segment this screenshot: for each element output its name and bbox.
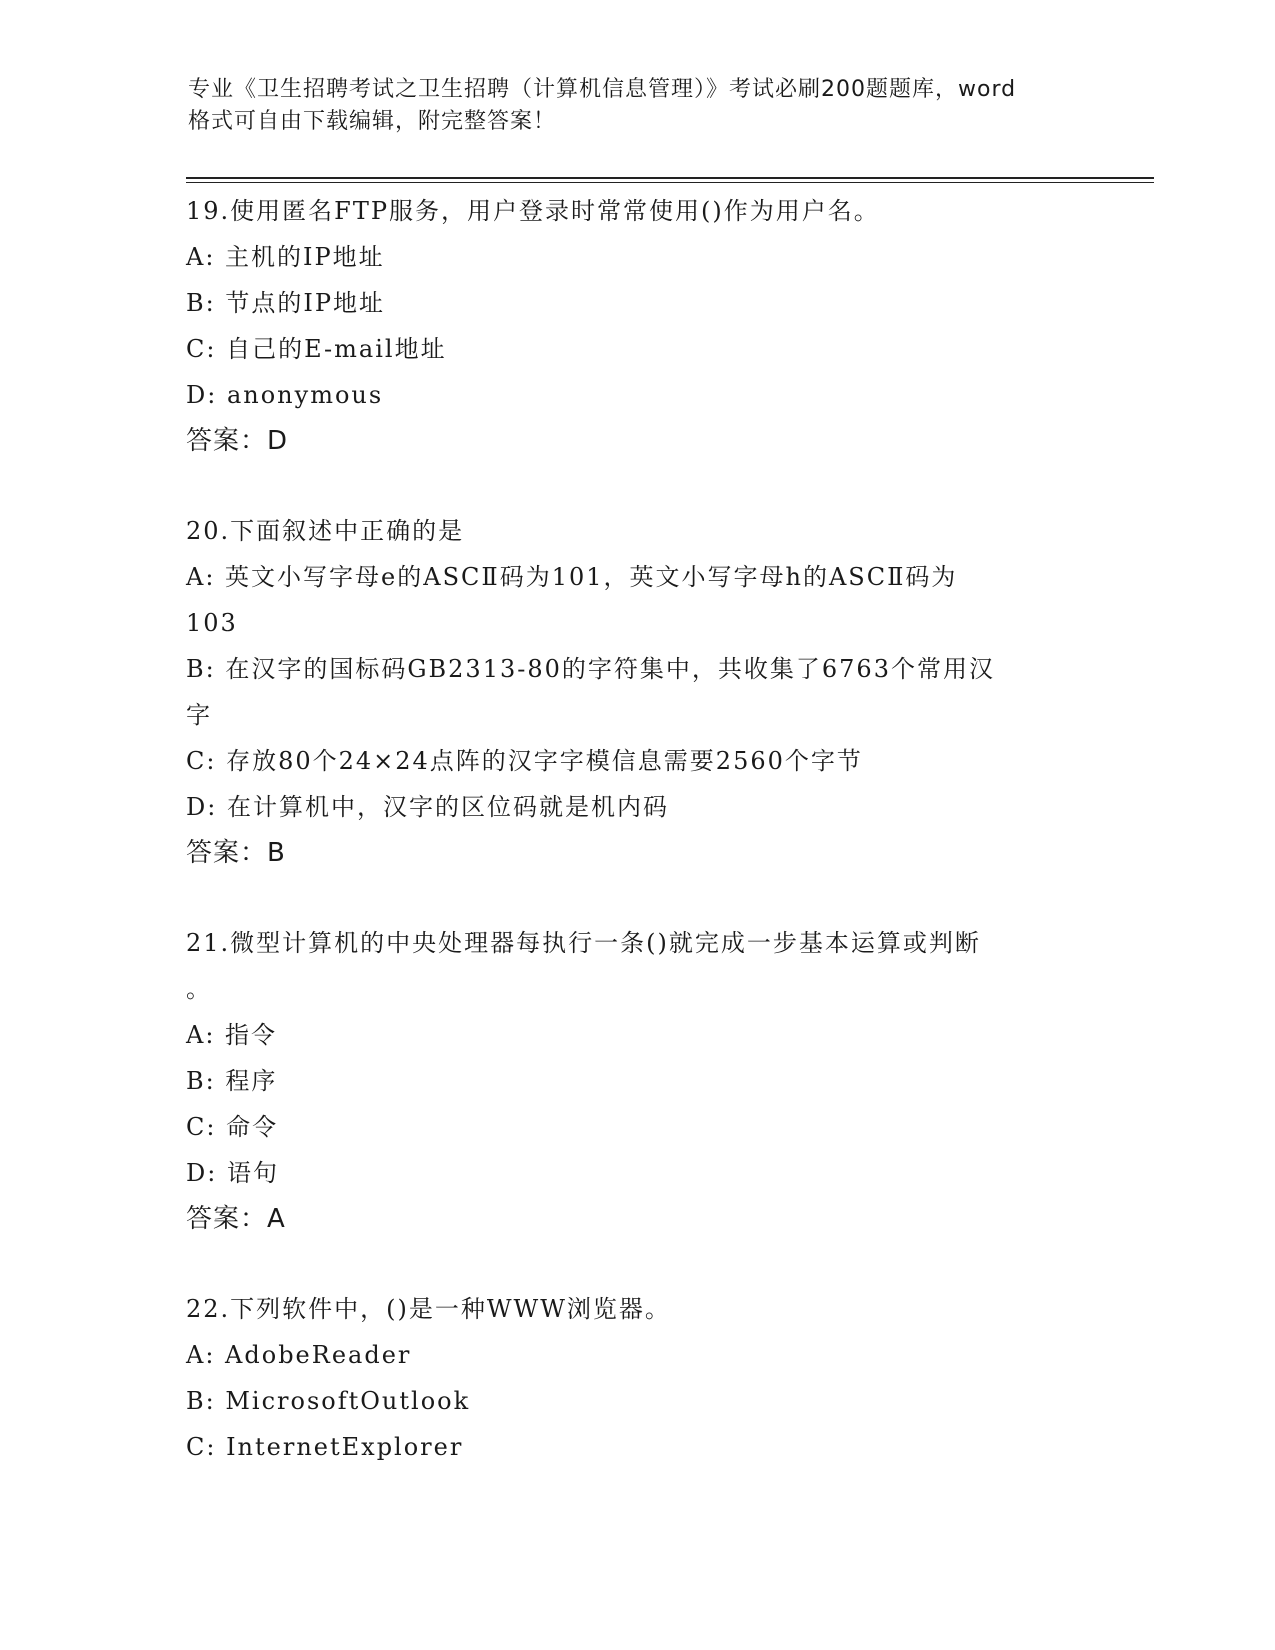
option-a: A: 主机的IP地址 <box>186 243 385 271</box>
document-header <box>188 74 1088 138</box>
question-text: 19.使用匿名FTP服务，用户登录时常常使用()作为用户名。 <box>186 197 880 225</box>
option-d: D: anonymous <box>186 381 384 409</box>
header-divider <box>186 177 1154 179</box>
option-d: D: 在计算机中，汉字的区位码就是机内码 <box>186 793 669 821</box>
question-text-continued: 。 <box>186 975 212 1003</box>
spacer <box>186 464 1086 508</box>
option-c: C: 命令 <box>186 1113 279 1141</box>
option-a-continued: 103 <box>186 609 238 637</box>
option-b: B: 在汉字的国标码GB2313-80的字符集中，共收集了6763个常用汉 <box>186 655 995 683</box>
spacer <box>186 1242 1086 1286</box>
option-b-continued: 字 <box>186 701 212 729</box>
question-text: 21.微型计算机的中央处理器每执行一条()就完成一步基本运算或判断 <box>186 929 981 957</box>
header-line-2: 格式可自由下载编辑，附完整答案！ <box>188 109 557 134</box>
question-20 <box>186 508 1086 876</box>
header-line-1: 专业《卫生招聘考试之卫生招聘（计算机信息管理）》考试必刷200题题库，word <box>188 77 1017 102</box>
spacer <box>186 876 1086 920</box>
option-c: C: 自己的E-mail地址 <box>186 335 447 363</box>
question-text: 20.下面叙述中正确的是 <box>186 517 465 545</box>
question-list <box>186 188 1086 1470</box>
option-d: D: 语句 <box>186 1159 279 1187</box>
option-b: B: 节点的IP地址 <box>186 289 385 317</box>
header-divider-thin <box>186 182 1154 183</box>
option-a: A: 英文小写字母e的ASCⅡ码为101，英文小写字母h的ASCⅡ码为 <box>186 563 958 591</box>
answer-label: 答案：B <box>186 838 286 868</box>
question-text: 22.下列软件中，()是一种WWW浏览器。 <box>186 1295 671 1323</box>
option-a: A: 指令 <box>186 1021 278 1049</box>
option-b: B: 程序 <box>186 1067 278 1095</box>
option-c: C: 存放80个24×24点阵的汉字字模信息需要2560个字节 <box>186 747 863 775</box>
option-c: C: InternetExplorer <box>186 1433 464 1461</box>
question-19 <box>186 188 1086 464</box>
answer-label: 答案：A <box>186 1204 286 1234</box>
answer-label: 答案：D <box>186 426 289 456</box>
question-22 <box>186 1286 1086 1470</box>
question-21 <box>186 920 1086 1242</box>
option-b: B: MicrosoftOutlook <box>186 1387 471 1415</box>
option-a: A: AdobeReader <box>186 1341 412 1369</box>
